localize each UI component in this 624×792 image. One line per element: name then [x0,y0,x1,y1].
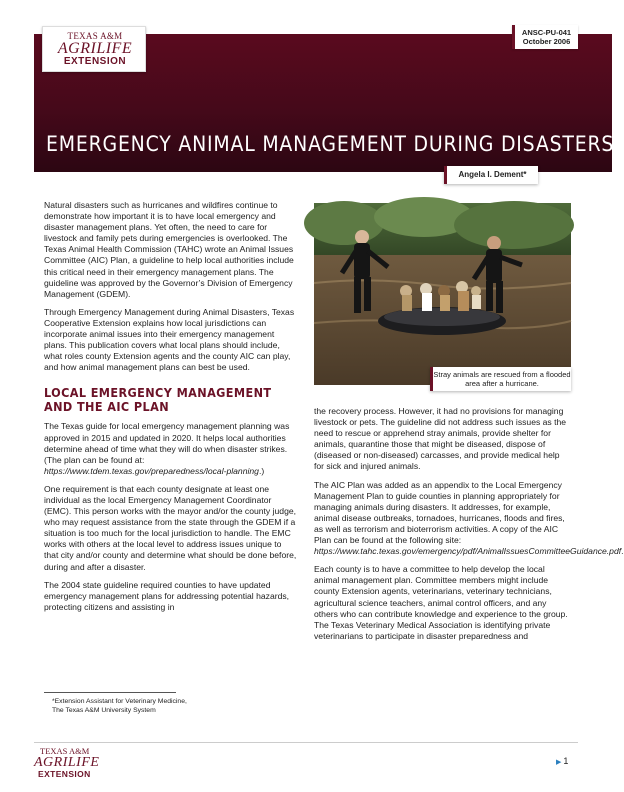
right-paragraph-2 [314,479,624,558]
section1-paragraph-3: The 2004 state guideline required counties to have updated emergency management plans for addressing potential hazards, protecting citizens and assisting in [44,579,290,612]
logo-line-2: AGRILIFE [57,40,133,57]
pub-number: ANSC-PU-041 [521,28,572,37]
rescue-photo-illustration [314,203,571,385]
logo-line-1: TEXAS A&M [67,31,123,41]
right-paragraph-1: the recovery process. However, it had no provisions for managing livestock or pets. The guideline did not address such issues as the need to rescue or apprehend stray animals, provide shelter for animals, quarantine those that might be diseased, dispose of (diseased or non-diseased) carcasses, and provide medical help for sick and injured animals. [314,406,567,472]
intro-paragraph-2: Through Emergency Management during Animal Disasters, Texas Cooperative Extension explains how local jurisdictions can incorporate animal issues into their emergency management plans. This publication covers what local plans should include, what roles county Extension agents and the county AIC can play, and how animal management plans can best be used. [44,306,295,373]
footer-logo-line-2: AGRILIFE [34,755,100,770]
footnote-line-1: *Extension Assistant for Veterinary Medicine, [52,698,187,705]
right-p2-text: The AIC Plan was added as an appendix to the Local Emergency Management Plan to guide counties in planning appropriately for managing animals during disasters. It addresses, for example, animal disease outbreaks, tornadoes, hurricanes, floods and fires, as well as terrorism and bioterrorism activities. A copy of the AIC Plan can be found at the following site: [314,479,565,546]
left-column [44,200,298,613]
pub-date: October 2006 [522,37,571,46]
tdem-link[interactable]: https://www.tdem.texas.gov/preparedness/local-planning [44,465,259,476]
section1-p1-end: .) [258,465,265,476]
right-p2-end: . [621,546,624,557]
section1-paragraph-1 [44,421,298,476]
footnote-line-2: The Texas A&M University System [52,707,156,714]
author-footnote [52,697,272,715]
page-number-value: 1 [563,756,569,766]
right-paragraph-3: Each county is to have a committee to help develop the local animal management plan. Committee members might include county Extension agents, veterinarians, veterinary technicians, agricultural science teachers, animal control officers, and any others who can contribute knowledge and experience to the group. The Texas Veterinary Medical Association is identifying private veterinarians to participate in disaster preparedness and [314,564,568,641]
intro-paragraph-1: Natural disasters such as hurricanes and wildfires continue to demonstrate how important it is to have local emergency and disaster management plans. Yet often, the need to care for livestock and family pets during emergencies is overlooked. The Texas Animal Health Commission (TAHC) wrote an Animal Issues Committee (AIC) Plan, a guideline to help local authorities include this critical need in their emergency management plans. The guideline was approved by the Governor’s Division of Emergency Management (GDEM). [44,200,294,299]
rescue-photo [314,203,571,385]
section1-paragraph-2: One requirement is that each county designate at least one individual as the local Emergency Management Coordinator (EMC). This person works with the mayor and/or the county judge, who may request assistance from the state through the GDEM if a situation is too much for the local jurisdiction to handle. The EMC works with others at the local level to address issues unique to that city and/or county and determine what should be done before, during and after a disaster. [44,483,297,572]
section-heading-local-emergency: LOCAL EMERGENCY MANAGEMENT AND THE AIC PLAN [44,385,272,415]
aic-plan-link[interactable]: https://www.tahc.texas.gov/emergency/pdf/AnimalIssuesCommitteeGuidance.pdf [314,546,622,557]
page-number [556,756,568,766]
photo-caption: Stray animals are rescued from a flooded area after a hurricane. [430,367,571,391]
footer-logo-line-1: TEXAS A&M [40,746,90,756]
publication-tag [512,25,578,49]
footer-divider [34,742,578,743]
agrilife-logo [42,26,146,72]
footnote-divider [44,692,176,693]
author-tag: Angela I. Dement* [444,166,538,184]
footer-agrilife-logo [34,747,124,779]
footer-logo-line-3: EXTENSION [38,769,91,779]
document-title: EMERGENCY ANIMAL MANAGEMENT DURING DISASTERS [46,132,615,156]
logo-line-3: EXTENSION [63,56,127,67]
page-arrow-icon: ▶ [556,759,562,766]
right-column [314,406,624,642]
section1-p1-text: The Texas guide for local emergency management planning was approved in 2015 and updated in 2020. It helps local authorities determine ahead of time what they will do when disaster strikes. (The plan can be found at: [44,421,290,465]
